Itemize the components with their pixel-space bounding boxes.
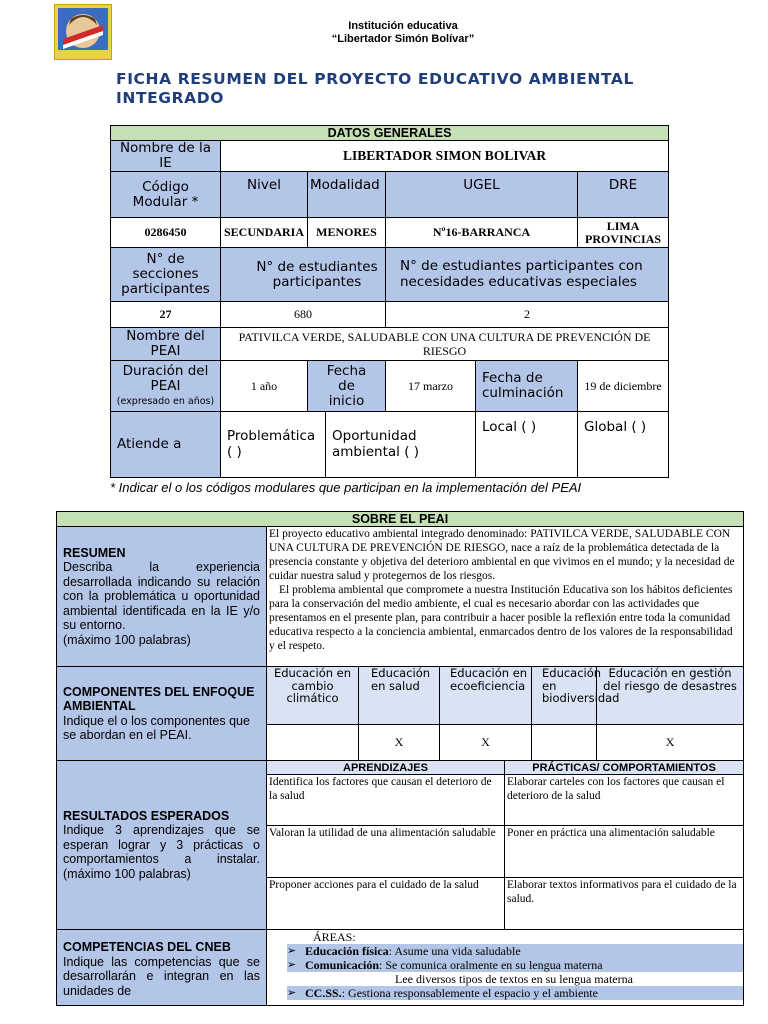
areas-label: ÁREAS: <box>313 930 356 944</box>
resumen-limit: (máximo 100 palabras) <box>63 632 191 647</box>
modalidad-value: MENORES <box>308 218 386 248</box>
componentes-label-cell <box>57 667 267 761</box>
dre-label: DRE <box>578 172 669 218</box>
opt-oportunidad[interactable]: Oportunidad ambiental ( ) <box>326 412 476 478</box>
aprendizaje-3: Proponer acciones para el cuidado de la salud <box>267 878 505 930</box>
datos-generales-header: DATOS GENERALES <box>111 126 669 141</box>
componente-biodiversidad: Educación en biodiversidad <box>532 667 597 725</box>
mark-salud[interactable]: X <box>359 725 440 761</box>
practicas-header: PRÁCTICAS/ COMPORTAMIENTOS <box>505 761 744 775</box>
estudiantes-label: N° de estudiantes participantes <box>221 248 386 302</box>
practica-1: Elaborar carteles con los factores que causan el deterioro de la salud <box>505 775 744 826</box>
resultados-desc: Indique 3 aprendizajes que se esperan lograr y 3 prácticas o comportamientos a instalar. (máximo 100 palabras) <box>63 823 260 881</box>
sobre-peai-header: SOBRE EL PEAI <box>57 512 744 527</box>
competencias-title: COMPETENCIAS DEL CNEB <box>63 940 231 954</box>
aprendizaje-2: Valoran la utilidad de una alimentación saludable <box>267 826 505 878</box>
resumen-paragraph-1: El proyecto educativo ambiental integrado denominado: PATIVILCA VERDE, SALUDABLE CON UNA CULTURA DE PREVENCIÓN DE RIESGO, nace a raíz de la problemática detectada de la presencia constante y objetiva del deterioro ambiental en que vivimos en el mundo; y la necesidad de cuidar nuestra salud y protegernos de los riesgos. <box>269 528 735 582</box>
estudiantes-value: 680 <box>221 302 386 328</box>
fecha-inicio-value: 17 marzo <box>386 361 476 412</box>
area-text: : Gestiona responsablemente el espacio y el ambiente <box>341 986 598 1000</box>
codigo-value: 0286450 <box>111 218 221 248</box>
duracion-cell <box>111 361 221 412</box>
resumen-title: RESUMEN <box>63 545 126 560</box>
opt-global[interactable]: Global ( ) <box>578 412 669 478</box>
area-name: CC.SS. <box>305 986 342 1000</box>
school-logo <box>54 4 112 60</box>
nombre-peai-label: Nombre del PEAI <box>111 328 221 361</box>
area-name: Comunicación <box>305 958 380 972</box>
duracion-sub: (expresado en años) <box>116 395 215 407</box>
componentes-title: COMPONENTES DEL ENFOQUE AMBIENTAL <box>63 684 255 713</box>
componente-ecoeficiencia: Educación en ecoeficiencia <box>440 667 532 725</box>
fecha-culm-value: 19 de diciembre <box>578 361 669 412</box>
dre-value: LIMA PROVINCIAS <box>578 218 669 248</box>
institution-line2: “Libertador Simón Bolívar” <box>331 33 475 45</box>
nivel-value: SECUNDARIA <box>221 218 308 248</box>
ugel-value: Nº16-BARRANCA <box>386 218 578 248</box>
datos-generales-table <box>110 125 669 478</box>
practica-3: Elaborar textos informativos para el cuidado de la salud. <box>505 878 744 930</box>
page-title: FICHA RESUMEN DEL PROYECTO EDUCATIVO AMBIENTAL INTEGRADO <box>116 70 634 107</box>
componente-gestion-riesgo: Educación en gestión del riesgo de desastres <box>597 667 744 725</box>
area-text: : Se comunica oralmente en su lengua materna <box>379 958 603 972</box>
opt-problematica[interactable]: Problemática ( ) <box>221 412 326 478</box>
fecha-culm-label: Fecha de culminación <box>476 361 578 412</box>
competencias-desc: Indique las competencias que se desarrollarán e integran en las unidades de <box>63 954 260 998</box>
aprendizajes-header: APRENDIZAJES <box>267 761 505 775</box>
ugel-label: UGEL <box>386 172 578 218</box>
opt-local[interactable]: Local ( ) <box>476 412 578 478</box>
areas-list <box>267 930 743 1000</box>
atiende-label: Atiende a <box>111 412 221 478</box>
nombre-peai-value: PATIVILCA VERDE, SALUDABLE CON UNA CULTURA DE PREVENCIÓN DE RIESGO <box>221 328 669 361</box>
nivel-label: Nivel <box>221 172 308 218</box>
footnote: * Indicar el o los códigos modulares que participan en la implementación del PEAI <box>110 480 582 495</box>
sobre-peai-table <box>56 511 744 1006</box>
area-item <box>287 958 743 972</box>
resumen-text-cell <box>267 527 744 667</box>
aprendizaje-1: Identifica los factores que causan el deterioro de la salud <box>267 775 505 826</box>
competencias-cell <box>267 930 744 1006</box>
componentes-desc: Indique el o los componentes que se abordan en el PEAI. <box>63 713 250 742</box>
area-item <box>287 986 743 1000</box>
mark-ecoeficiencia[interactable]: X <box>440 725 532 761</box>
duracion-value: 1 año <box>221 361 308 412</box>
componente-cambio-climatico: Educación en cambio climático <box>267 667 359 725</box>
practica-2: Poner en práctica una alimentación saludable <box>505 826 744 878</box>
resumen-paragraph-2: El problema ambiental que compromete a nuestra Institución Educativa son los hábitos deficientes para la conservación del medio ambiente, el cual es necesario abordar con las actividades que presentamos en el presente plan, para contribuir a hacer posible la reflexión entre toda la comunidad educativa respecto a la conciencia ambiental, enmarcados dentro de los valores de la responsabilidad y el respeto. <box>269 584 733 652</box>
area-text: : Asume una vida saludable <box>388 944 521 958</box>
area-name: Educación física <box>305 944 389 958</box>
resultados-label-cell <box>57 761 267 930</box>
mark-cambio-climatico[interactable] <box>267 725 359 761</box>
nee-label: N° de estudiantes participantes con necesidades educativas especiales <box>386 248 669 302</box>
modalidad-label: Modalidad <box>308 172 386 218</box>
area-item <box>287 972 743 986</box>
fecha-inicio-label: Fecha de inicio <box>308 361 386 412</box>
codigo-label: Código Modular * <box>111 172 221 218</box>
area-item <box>287 944 743 958</box>
institution-line1: Institución educativa <box>348 20 458 32</box>
area-text: Lee diversos tipos de textos en su lengua materna <box>395 972 633 986</box>
componente-salud: Educación en salud <box>359 667 440 725</box>
resumen-label-cell <box>57 527 267 667</box>
duracion-label: Duración del PEAI <box>122 362 209 394</box>
resumen-desc: Describa la experiencia desarrollada indicando su relación con la problemática u oportunidad ambiental identificada en la IE y/o su entorno. <box>63 560 260 633</box>
mark-biodiversidad[interactable] <box>532 725 597 761</box>
nombre-ie-label: Nombre de la IE <box>111 141 221 172</box>
mark-gestion-riesgo[interactable]: X <box>597 725 744 761</box>
resultados-title: RESULTADOS ESPERADOS <box>63 808 230 823</box>
nombre-ie-value: LIBERTADOR SIMON BOLIVAR <box>221 141 669 172</box>
secciones-value: 27 <box>111 302 221 328</box>
competencias-label-cell <box>57 930 267 1006</box>
nee-value: 2 <box>386 302 669 328</box>
secciones-label: N° de secciones participantes <box>111 248 221 302</box>
